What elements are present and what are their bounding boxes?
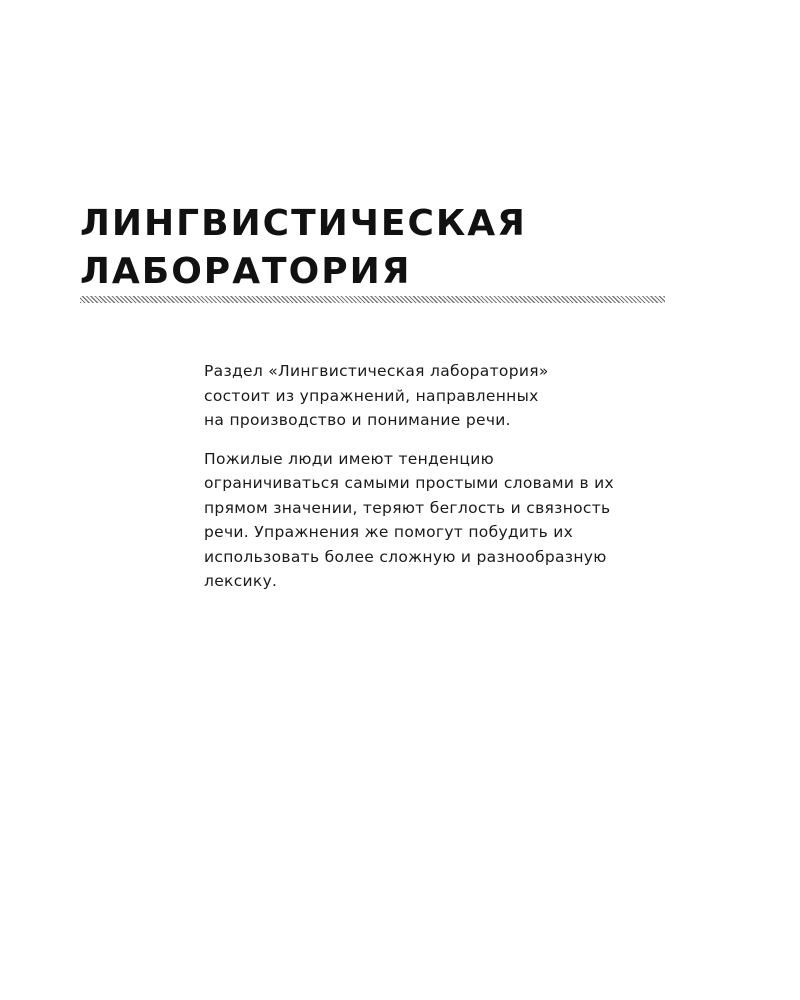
section-title-line: ЛАБОРАТОРИЯ (80, 251, 412, 292)
text-line: Раздел «Лингвистическая лаборатория» (204, 362, 549, 380)
section-title (80, 200, 527, 296)
text-line: лексику. (204, 572, 278, 590)
text-line: состоит из упражнений, направленных (204, 386, 539, 405)
text-line: речи. Упражнения же помогут побудить их (204, 523, 574, 541)
text-line: Пожилые люди имеют тенденцию (204, 449, 494, 468)
description-paragraph (204, 447, 684, 594)
text-line: прямом значении, теряют беглость и связность (204, 498, 611, 517)
hatched-divider (80, 296, 665, 303)
intro-paragraph (204, 359, 684, 433)
text-line: ограничиваться самыми простыми словами в их (204, 474, 615, 492)
text-line: на производство и понимание речи. (204, 411, 511, 429)
section-body (204, 359, 684, 608)
section-title-line: ЛИНГВИСТИЧЕСКАЯ (80, 203, 527, 244)
text-line: использовать более сложную и разнообразную (204, 547, 607, 566)
